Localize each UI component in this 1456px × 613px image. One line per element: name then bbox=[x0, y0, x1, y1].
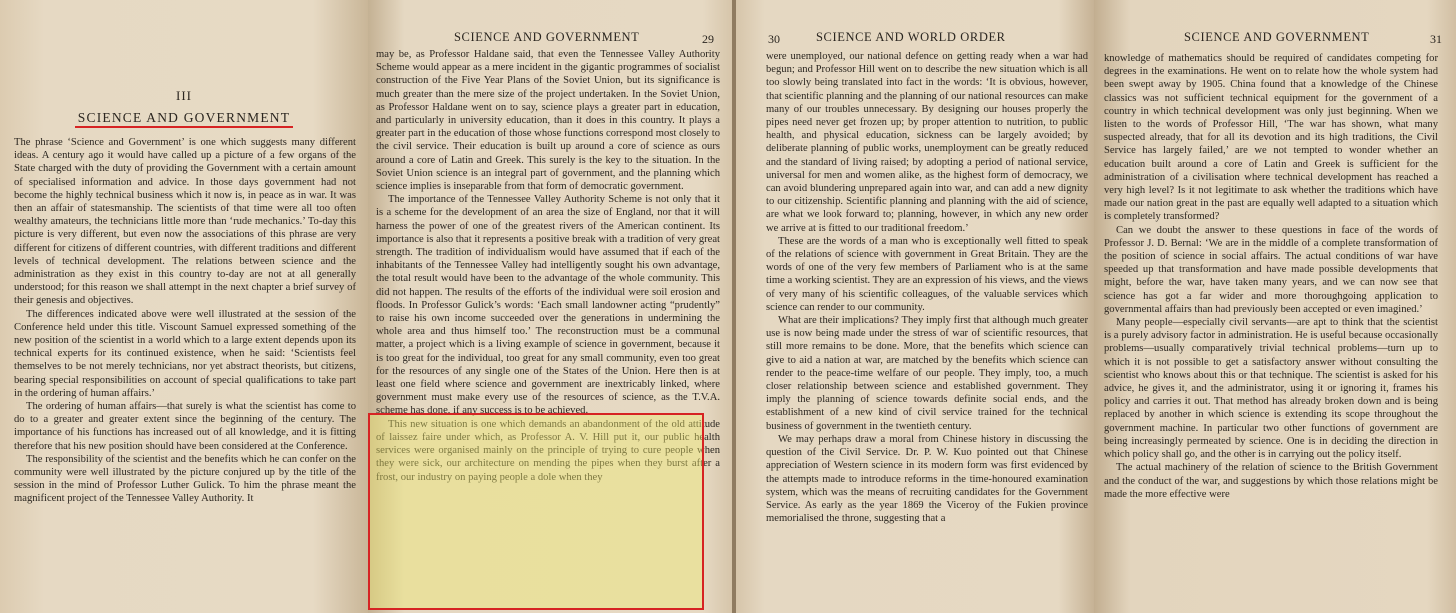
chapter-title-wrap bbox=[0, 110, 368, 126]
paragraph: The responsibility of the scientist and the benefits which he can confer on the community were well illustrated by the picture conjured up by the title of the session in the mind of Professor Luther Gulick. To him the phrase meant the magnificent project of the Tennessee Valley Authority. It bbox=[14, 453, 356, 505]
paragraph: may be, as Professor Haldane said, that even the Tennessee Valley Authority Scheme would appear as a mere incident in the gigantic programmes of socialist construction of the Five Year Plans of the Soviet Union, but its significance is much greater than the mere size of the project undertaken. In the Soviet Union, as Professor Haldane went on to say, science plays a greater part in education, and particularly in university education, than it does in this country. It plays a greater part in the education of those whose functions correspond most closely to the civil service. Their education is built up around a core of science as ours around a core of Latin and Greek. This surely is the key to the situation. In the Soviet Union science is an integral part of government, and the planning which science implies is inseparable from that form of democratic government. bbox=[376, 49, 720, 193]
paragraph: The differences indicated above were well illustrated at the session of the Conference held under this title. Viscount Samuel expressed something of the new position of the scientist in a world which to a large extent depends upon its technical experts for its continued existence, when he said: ‘Scientists feel themselves to be not merely technicians, nor yet abstract theorists, but citizens, bearing special responsibilities on account of special qualifications to take part in the ordering of human affairs.’ bbox=[14, 308, 356, 399]
paragraph: The ordering of human affairs—that surely is what the scientist has come to do to a greater and greater extent since the beginning of the century. The importance of his functions has increased out of all knowledge, and it is fitting therefore that his new position should have been considered at the Conference. bbox=[14, 401, 356, 452]
paragraph: The importance of the Tennessee Valley Authority Scheme is not only that it is a scheme for the development of an area the size of England, nor that it will harness the power of one of the greatest rivers of the American continent. Its importance is also that it represents a positive break with a tradition of very great strength. The tradition of individualism would have assumed that if each of the inhabitants of the Tennessee Valley had intelligently sought his own advantage, the total result would have been to the advantage of the whole community. This did not happen. The results of the efforts of the individual were soil erosion and floods. In Professor Gulick’s words: ‘Each small landowner acting “prudently” to raise his own income succeeded over the generations in undermining the whole area and thus himself too.’ The reconstruction must be a communal matter, a project which is a living example of science in government, because it is too great for the individual, too great for any small community, even too great for the resources of any single one of the States of the Union. Here then is at least one field where science and government are inextricably linked, where government must make every use of the resources of science, as the T.V.A. scheme has done, if any success is to be achieved. bbox=[376, 194, 720, 417]
paragraph: This new situation is one which demands an abandonment of the old attitude of laissez faire under which, as Professor A. V. Hill put it, our public health services were organised mainly on the principle of trying to cure people when they were sick, our architecture on mending the pipes when they burst after a frost, our industry on paying people a dole when they bbox=[376, 418, 720, 483]
running-head: SCIENCE AND GOVERNMENT bbox=[1184, 30, 1370, 44]
chapter-title: SCIENCE AND GOVERNMENT bbox=[75, 110, 293, 128]
chapter-number: III bbox=[176, 88, 192, 103]
running-head: SCIENCE AND GOVERNMENT bbox=[454, 30, 640, 44]
page-body bbox=[1104, 52, 1438, 501]
page-body bbox=[14, 136, 356, 506]
paragraph: We may perhaps draw a moral from Chinese history in discussing the question of the Civil Service. Dr. P. W. Kuo pointed out that Chinese appreciation of Western science in its modern form was first evidenced by the attempts made to introduce reforms in the time-honoured examination system, which was the means of recruiting candidates for the Government Service. As early as the year 1869 the Viceroy of the Fukien province memorialised the throne, suggesting that a bbox=[766, 433, 1088, 525]
page-30 bbox=[736, 0, 1094, 613]
paragraph: What are their implications? They imply first that although much greater use is now being made under the stress of war of scientific resources, that still more remains to be done. More, that the benefits which science can give to aid a nation at war, are matched by the benefits which science can render to the peace-time welfare of our people. They imply, too, a much closer relationship between science and established government. They imply the planning of science towards definite social ends, and the establishment of a new kind of civil service trained for the technical business of government in the twentieth century. bbox=[766, 315, 1088, 432]
page-number: 30 bbox=[768, 32, 780, 46]
page-left-chapter-start bbox=[0, 0, 368, 613]
paragraph: knowledge of mathematics should be required of candidates competing for degrees in the examinations. He went on to relate how the whole system had been swept away by 1905. China found that a knowledge of the Chinese classics was not sufficient technical equipment for the government of a country in which technical development was only just beginning. When we listen to the words of Professor Hill, ‘The war has shown, what many suspected already, that for all its devotion and its high traditions, the Civil Service has largely failed,’ are we not tempted to wonder whether an education built around a core of Latin and Greek is sufficient for the administration of a civilisation where technical development has reached a very high level? Is it not legitimate to ask whether the traditions which have made our nation great in the past are equally well adapted to a situation which is completely transformed? bbox=[1104, 53, 1438, 223]
paragraph: Many people—especially civil servants—are apt to think that the scientist is a purely advisory factor in administration. He is useful because occasionally problems—usually comparatively trivial technical problems—turn up to which it is not possible to get a satisfactory answer without consulting the scientist who knows about this or that technique. The scientist is asked for his advice, he gives it, and the administrator, using it or ignoring it, frames his policy and carries it out. That method has already broken down and is being replaced by another in which science is extending its scope throughout the government machine. In particular two other functions of government are being increasingly permeated by science. One is in deciding the direction in which policy shall go, and the other is in carrying out the policy itself. bbox=[1104, 317, 1438, 461]
running-head: SCIENCE AND WORLD ORDER bbox=[816, 30, 1006, 44]
paragraph: Can we doubt the answer to these questions in face of the words of Professor J. D. Bernal: ‘We are in the middle of a complete transformation of the position of science in social affairs. The actual conditions of war have speeded up that transformation and have made possible developments that might, before the war, have taken many years, and we can now see that science has got a far wider and more thoroughgoing application to governmental affairs than had previously been accepted or even imagined.’ bbox=[1104, 224, 1438, 315]
page-number: 31 bbox=[1430, 32, 1442, 46]
page-31 bbox=[1094, 0, 1456, 613]
paragraph: The actual machinery of the relation of science to the British Government and the conduct of the war, and suggestions by which those relations might be made the more effective were bbox=[1104, 462, 1438, 500]
paragraph: were unemployed, our national defence on getting ready when a war had begun; and Professor Hill went on to describe the new situation which is all too slowly being translated into fact in the words: ‘It is obvious, however, that scientific planning and the planning of our national resources can make many of our troubles unnecessary. By designing our houses properly the pipes need never get frozen up; by proper attention to nutrition, to public health, and physical education, sickness can be largely avoided; by deliberate planning of public works, unemployment can be greatly reduced and the standard of living raised; by adopting a period of national service, universal for men and women alike, as the highest form of democracy, we can avoid blundering unprepared again into war, and can add a new dignity to our citizenship. Scientific planning and planning with the aid of science, are what we look forward to; planning, however, in which any new order we arrive at is fitted to our traditional freedom.’ bbox=[766, 51, 1088, 234]
paragraph: These are the words of a man who is exceptionally well fitted to speak of the relations of science with government in Great Britain. They are the words of one of the very few members of Parliament who is at the same time a working scientist. They are an expression of his views, and the views of very many of his scientific colleagues, of the valuable services which science can render to our community. bbox=[766, 235, 1088, 313]
highlight-box-annotation bbox=[368, 413, 704, 610]
book-two bbox=[736, 0, 1456, 613]
paragraph: The phrase ‘Science and Government’ is one which suggests many different ideas. A century ago it would have called up a picture of a few organs of the State charged with the duty of providing the Government with a certain amount of specialised information and advice. In those days government had not become the highly technical business which it now is, in peace as in war. It was then an affair of statesmanship. The scientists of that time were all too often wealthy amateurs, the technicians little more than ‘rude mechanics.’ To-day this picture is very different, but even now the associations of this phrase are very different for citizens of different countries, with different traditions and different levels of technical development. The relations between science and the administration as they exist in this country to-day are not at all generally understood; for this reason we shall attempt in the next chapter a brief survey of their genesis and objectives. bbox=[14, 137, 356, 307]
page-body bbox=[766, 50, 1088, 525]
page-number: 29 bbox=[702, 32, 714, 46]
